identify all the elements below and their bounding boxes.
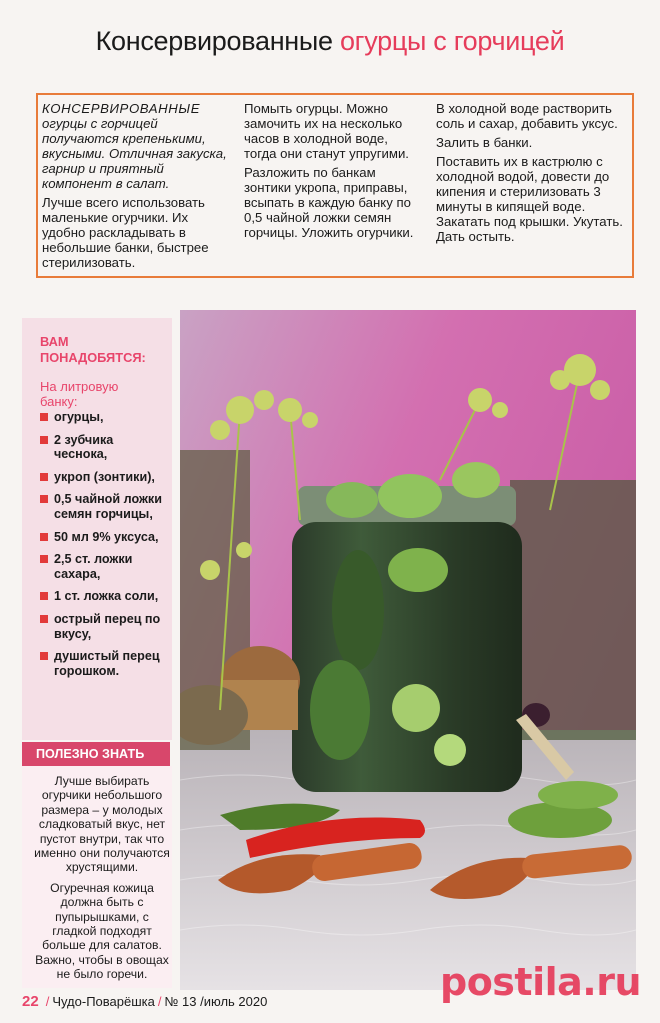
- ingredient-item: укроп (зонтики),: [40, 470, 170, 485]
- title-part-2: огурцы с горчицей: [339, 26, 565, 56]
- tip-paragraph-1: Лучше выбирать огурчики небольшого размера – у молодых сладковатый вкус, нет пустот внутри, так что именно они получаются хрустящими.: [34, 774, 170, 875]
- ingredient-item: 50 мл 9% уксуса,: [40, 530, 170, 545]
- ingredient-item: 0,5 чайной ложки семян горчицы,: [40, 492, 170, 521]
- ingredient-item: огурцы,: [40, 410, 170, 425]
- issue-info: № 13 /июль 2020: [164, 994, 268, 1009]
- intro-col1-text: Лучше всего использовать маленькие огурчики. Их удобно раскладывать в небольшие банки, быстрее стерилизовать.: [42, 195, 209, 270]
- ingredient-item: 1 ст. ложка соли,: [40, 589, 170, 604]
- ingredient-item: 2 зубчика чеснока,: [40, 433, 170, 462]
- bullet-square-icon: [40, 533, 48, 541]
- intro-col2-p2: Разложить по банкам зонтики укропа, приправы, всыпать в каждую банку по 0,5 чайной ложки семян горчицы. Уложить огурчики.: [244, 165, 414, 240]
- bullet-square-icon: [40, 615, 48, 623]
- magazine-name: Чудо-Поварёшка: [52, 994, 155, 1009]
- ingredient-item: душистый перец горошком.: [40, 649, 170, 678]
- intro-italic-text: огурцы с горчицей получаются крепенькими, вкусными. Отличная закуска, гарнир и приятный компонент в салат.: [42, 116, 227, 191]
- bullet-square-icon: [40, 592, 48, 600]
- page-number: 22: [22, 993, 39, 1010]
- intro-italic-heading: КОНСЕРВИРОВАННЫЕ: [42, 101, 201, 116]
- bullet-square-icon: [40, 495, 48, 503]
- photo-illustration: [180, 310, 636, 990]
- bullet-square-icon: [40, 436, 48, 444]
- ingredient-item: 2,5 ст. ложки сахара,: [40, 552, 170, 581]
- tip-text: [32, 774, 172, 988]
- ingredients-heading: ВАМ ПОНАДОБЯТСЯ:: [40, 334, 146, 365]
- bullet-square-icon: [40, 473, 48, 481]
- intro-italic-paragraph: [42, 101, 230, 191]
- title-part-1: Консервированные: [95, 26, 333, 56]
- intro-col3-p1: В холодной воде растворить соль и сахар, добавить уксус.: [436, 101, 618, 131]
- intro-column-2: [244, 101, 422, 244]
- tip-paragraph-2: Огуречная кожица должна быть с пупырышками, с гладкой подходят больше для салатов. Важно, чтобы в овощах не было горечи.: [35, 880, 169, 982]
- bullet-square-icon: [40, 652, 48, 660]
- bullet-square-icon: [40, 413, 48, 421]
- intro-col3-p2: Залить в банки.: [436, 135, 533, 150]
- intro-column-1: [42, 101, 230, 274]
- watermark: postila.ru: [440, 960, 642, 1004]
- ingredients-list: [40, 410, 170, 686]
- page-title: [0, 26, 660, 57]
- intro-col2-p1: Помыть огурцы. Можно замочить их на несколько часов в холодной воде, тогда они станут упругими.: [244, 101, 409, 161]
- separator: /: [45, 994, 50, 1009]
- intro-column-3: [436, 101, 628, 248]
- ingredient-item: острый перец по вкусу,: [40, 612, 170, 641]
- ingredients-subheading: На литровую банку:: [40, 379, 119, 409]
- pickled-cucumbers-photo: [180, 310, 636, 990]
- separator: /: [157, 994, 162, 1009]
- intro-col3-p3: Поставить их в кастрюлю с холодной водой, довести до кипения и стерилизовать 3 минуты в кипящей воде. Закатать под крышки. Укутать. Дать остыть.: [436, 154, 623, 244]
- page-footer: [22, 994, 267, 1010]
- bullet-square-icon: [40, 555, 48, 563]
- tip-heading: ПОЛЕЗНО ЗНАТЬ: [22, 742, 170, 766]
